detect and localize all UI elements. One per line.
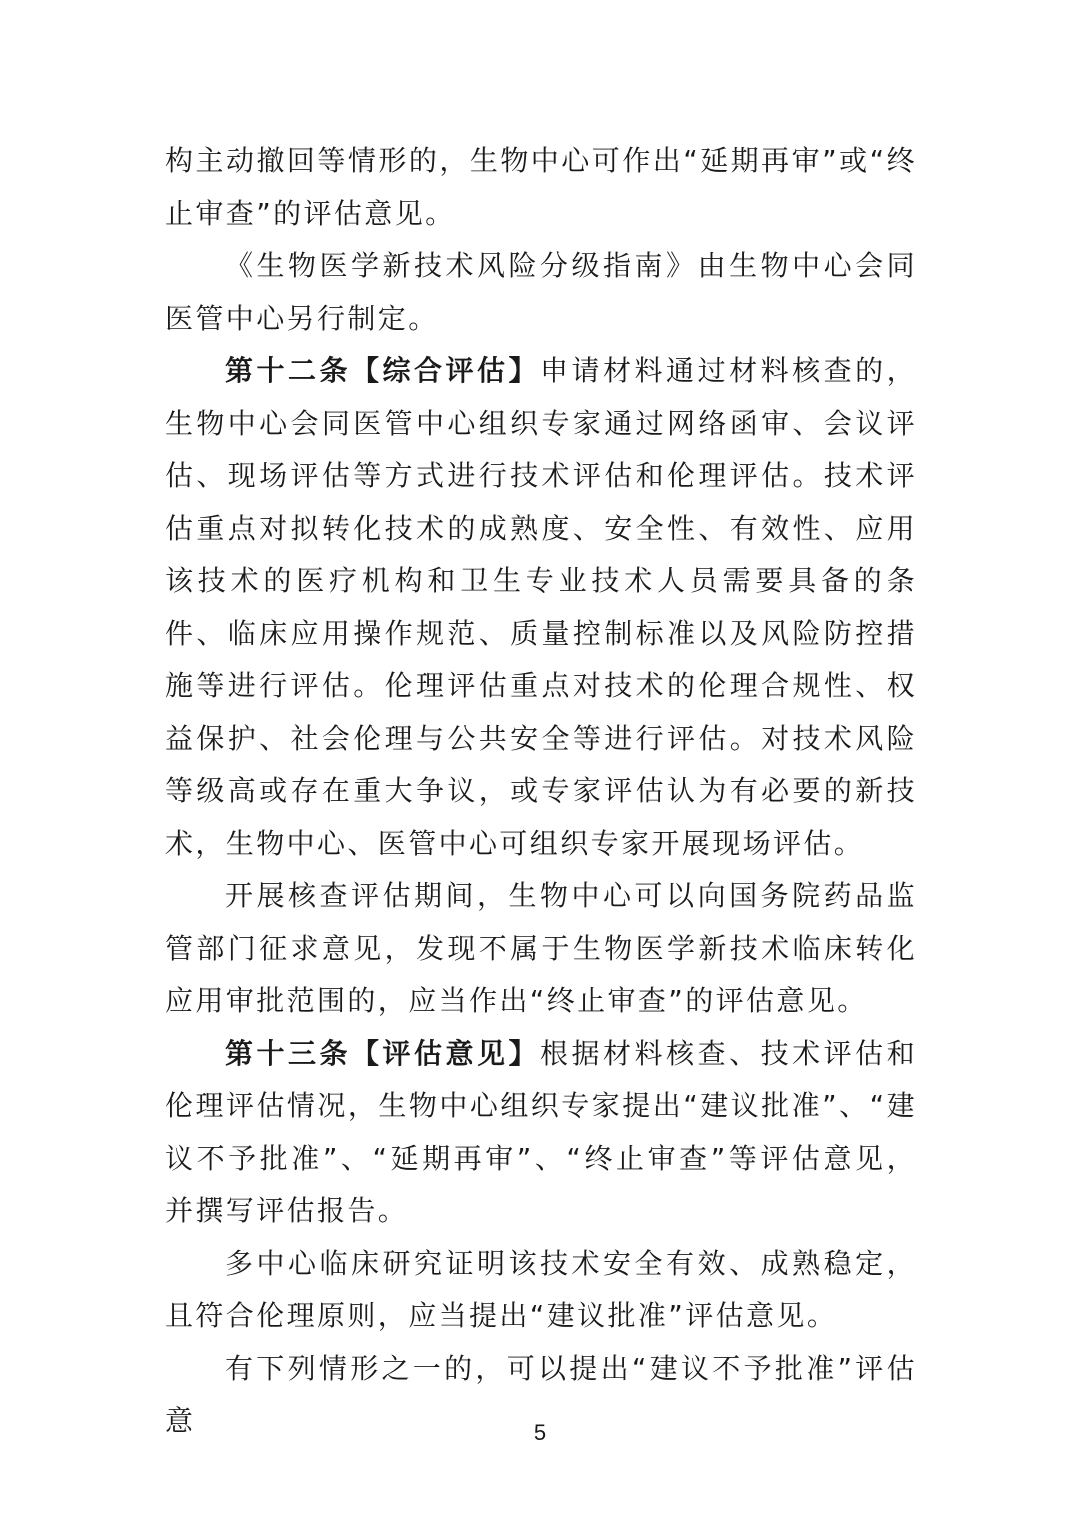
page-number: 5 bbox=[533, 1420, 547, 1445]
article-heading: 第十二条【综合评估】 bbox=[225, 354, 541, 387]
article-13-evaluation-opinion bbox=[165, 1028, 917, 1238]
paragraph-review-period bbox=[165, 870, 917, 1028]
paragraph-guideline-note bbox=[165, 240, 917, 345]
document-body bbox=[165, 135, 917, 1448]
paragraph-text: 开展核查评估期间，生物中心可以向国务院药品监管部门征求意见，发现不属于生物医学新技术临床转化应用审批范围的，应当作出“终止审查”的评估意见。 bbox=[165, 879, 917, 1017]
paragraph-text: 多中心临床研究证明该技术安全有效、成熟稳定，且符合伦理原则，应当提出“建议批准”评估意见。 bbox=[165, 1246, 917, 1332]
article-12-comprehensive-evaluation bbox=[165, 345, 917, 870]
paragraph-text: 根据材料核查、技术评估和伦理评估情况，生物中心组织专家提出“建议批准”、“建议不予批准”、“延期再审”、“终止审查”等评估意见，并撰写评估报告。 bbox=[165, 1036, 917, 1227]
paragraph-text: 有下列情形之一的，可以提出“建议不予批准”评估意 bbox=[165, 1351, 917, 1437]
paragraph-text: 《生物医学新技术风险分级指南》由生物中心会同医管中心另行制定。 bbox=[165, 249, 917, 335]
paragraph-text: 申请材料通过材料核查的，生物中心会同医管中心组织专家通过网络函审、会议评估、现场评估等方式进行技术评估和伦理评估。技术评估重点对拟转化技术的成熟度、安全性、有效性、应用该技术的医疗机构和卫生专业技术人员需要具备的条件、临床应用操作规范、质量控制标准以及风险防控措施等进行评估。伦理评估重点对技术的伦理合规性、权益保护、社会伦理与公共安全等进行评估。对技术风险等级高或存在重大争议，或专家评估认为有必要的新技术，生物中心、医管中心可组织专家开展现场评估。 bbox=[165, 354, 917, 860]
paragraph-text: 构主动撤回等情形的，生物中心可作出“延期再审”或“终止审查”的评估意见。 bbox=[165, 144, 917, 230]
article-heading: 第十三条【评估意见】 bbox=[225, 1036, 541, 1070]
paragraph-multicenter-study bbox=[165, 1238, 917, 1343]
paragraph-continuation bbox=[165, 135, 917, 240]
